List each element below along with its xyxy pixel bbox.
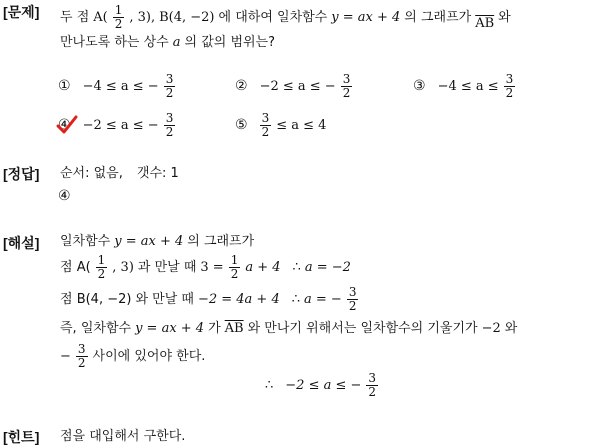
problem-line-1: [60, 4, 511, 30]
fraction: $\frac{1}{2}$: [97, 253, 106, 281]
explanation-text: 과 만날 때: [137, 259, 197, 275]
choice-5[interactable]: [235, 112, 326, 138]
choice-marker-wrap: [58, 118, 71, 132]
choice-expression: −4 ≤ a ≤: [437, 78, 499, 94]
answer-order: 순서: 없음,: [60, 166, 123, 181]
equation: −2 = 4a + 4: [197, 291, 280, 307]
choice-marker: ③: [413, 78, 426, 95]
problem-text: 의 그래프가: [404, 9, 472, 25]
fraction: $\frac{1}{2}$: [114, 3, 123, 31]
fraction: $\frac{3}{2}$: [505, 72, 514, 100]
result: a = −2: [304, 259, 351, 275]
answer-meta: [60, 167, 179, 180]
final-inequality: −2 ≤ a ≤ −: [285, 377, 362, 393]
choice-expression: −2 ≤ a ≤ −: [259, 78, 336, 94]
variable-a: a: [172, 35, 181, 50]
fraction: $\frac{3}{2}$: [77, 342, 86, 370]
explanation-text: 점 B(4, −2): [60, 291, 132, 307]
minus-sign: −: [60, 348, 71, 364]
therefore-symbol: ∴: [265, 377, 274, 393]
choice-4[interactable]: [58, 112, 176, 138]
explanation-text: 가: [208, 321, 221, 336]
choice-marker: ②: [235, 78, 248, 95]
answer-label: [정답]: [3, 166, 40, 182]
therefore-symbol: ∴: [291, 291, 301, 307]
answer-value: ④: [58, 188, 71, 204]
explanation-text: 의 그래프가: [187, 234, 255, 249]
problem-text: 만나도록 하는 상수: [60, 35, 169, 50]
choice-marker: ①: [58, 78, 71, 95]
explanation-text: 와 만날 때: [135, 291, 194, 307]
value: −2: [481, 321, 501, 336]
choice-marker: ④: [58, 117, 71, 134]
fraction: $\frac{3}{2}$: [348, 285, 357, 313]
fraction: $\frac{3}{2}$: [342, 72, 351, 100]
explanation-text: 와 만나기 위해서는 일차함수의 기울기가: [247, 321, 478, 336]
choice-3[interactable]: [413, 73, 516, 99]
therefore-symbol: ∴: [292, 259, 301, 275]
point-a-rest: , 3): [112, 259, 134, 275]
explanation-text: 점 A(: [60, 259, 91, 275]
problem-line-2: [60, 36, 275, 49]
function-expression: y = ax + 4: [331, 9, 401, 25]
explanation-text: 사이에 있어야 한다.: [92, 348, 206, 364]
segment-ab: $\overline{AB}$: [475, 15, 495, 31]
explanation-text: 일차함수: [60, 234, 111, 249]
function-expression: y = ax + 4: [114, 234, 184, 249]
fraction: $\frac{1}{2}$: [230, 253, 239, 281]
function-expression: y = ax + 4: [135, 321, 205, 336]
choice-expression: −4 ≤ a ≤ −: [82, 78, 159, 94]
explanation-line-5: [60, 343, 205, 369]
point-a: A(: [93, 9, 108, 25]
explanation-label: [해설]: [3, 235, 40, 251]
choice-2[interactable]: [235, 73, 353, 99]
problem-text: 두 점: [60, 9, 90, 25]
explanation-line-2: [60, 254, 351, 280]
choice-1[interactable]: [58, 73, 176, 99]
equation: 3 =: [200, 259, 224, 275]
equation: a + 4: [245, 259, 281, 275]
hint-label: [힌트]: [3, 429, 40, 445]
problem-text: 와: [498, 9, 511, 25]
explanation-line-1: [60, 235, 254, 248]
problem-text: 에 대하여 일차함수: [218, 9, 328, 25]
fraction: $\frac{3}{2}$: [165, 111, 174, 139]
choice-expression: −2 ≤ a ≤ −: [82, 117, 159, 133]
problem-text: 의 값의 범위는?: [184, 35, 276, 50]
explanation-line-4: [60, 322, 517, 335]
choice-marker: ⑤: [235, 117, 248, 134]
result: a = −: [304, 291, 342, 307]
explanation-final: [265, 372, 379, 398]
answer-count: 갯수: 1: [136, 166, 179, 181]
choice-expression: ≤ a ≤ 4: [276, 117, 327, 133]
fraction: $\frac{3}{2}$: [368, 371, 377, 399]
fraction: $\frac{3}{2}$: [165, 72, 174, 100]
point-b: B(4, −2): [159, 9, 215, 25]
explanation-text: 즉, 일차함수: [60, 321, 132, 336]
problem-label: [문제]: [3, 4, 40, 20]
explanation-text: 와: [504, 321, 518, 336]
fraction: $\frac{3}{2}$: [261, 111, 270, 139]
hint-text: 점을 대입해서 구한다.: [60, 429, 186, 444]
checkmark-icon: [56, 115, 78, 135]
explanation-line-3: [60, 286, 359, 312]
point-a-rest: , 3),: [129, 9, 156, 25]
segment-ab: $\overline{AB}$: [224, 321, 244, 336]
